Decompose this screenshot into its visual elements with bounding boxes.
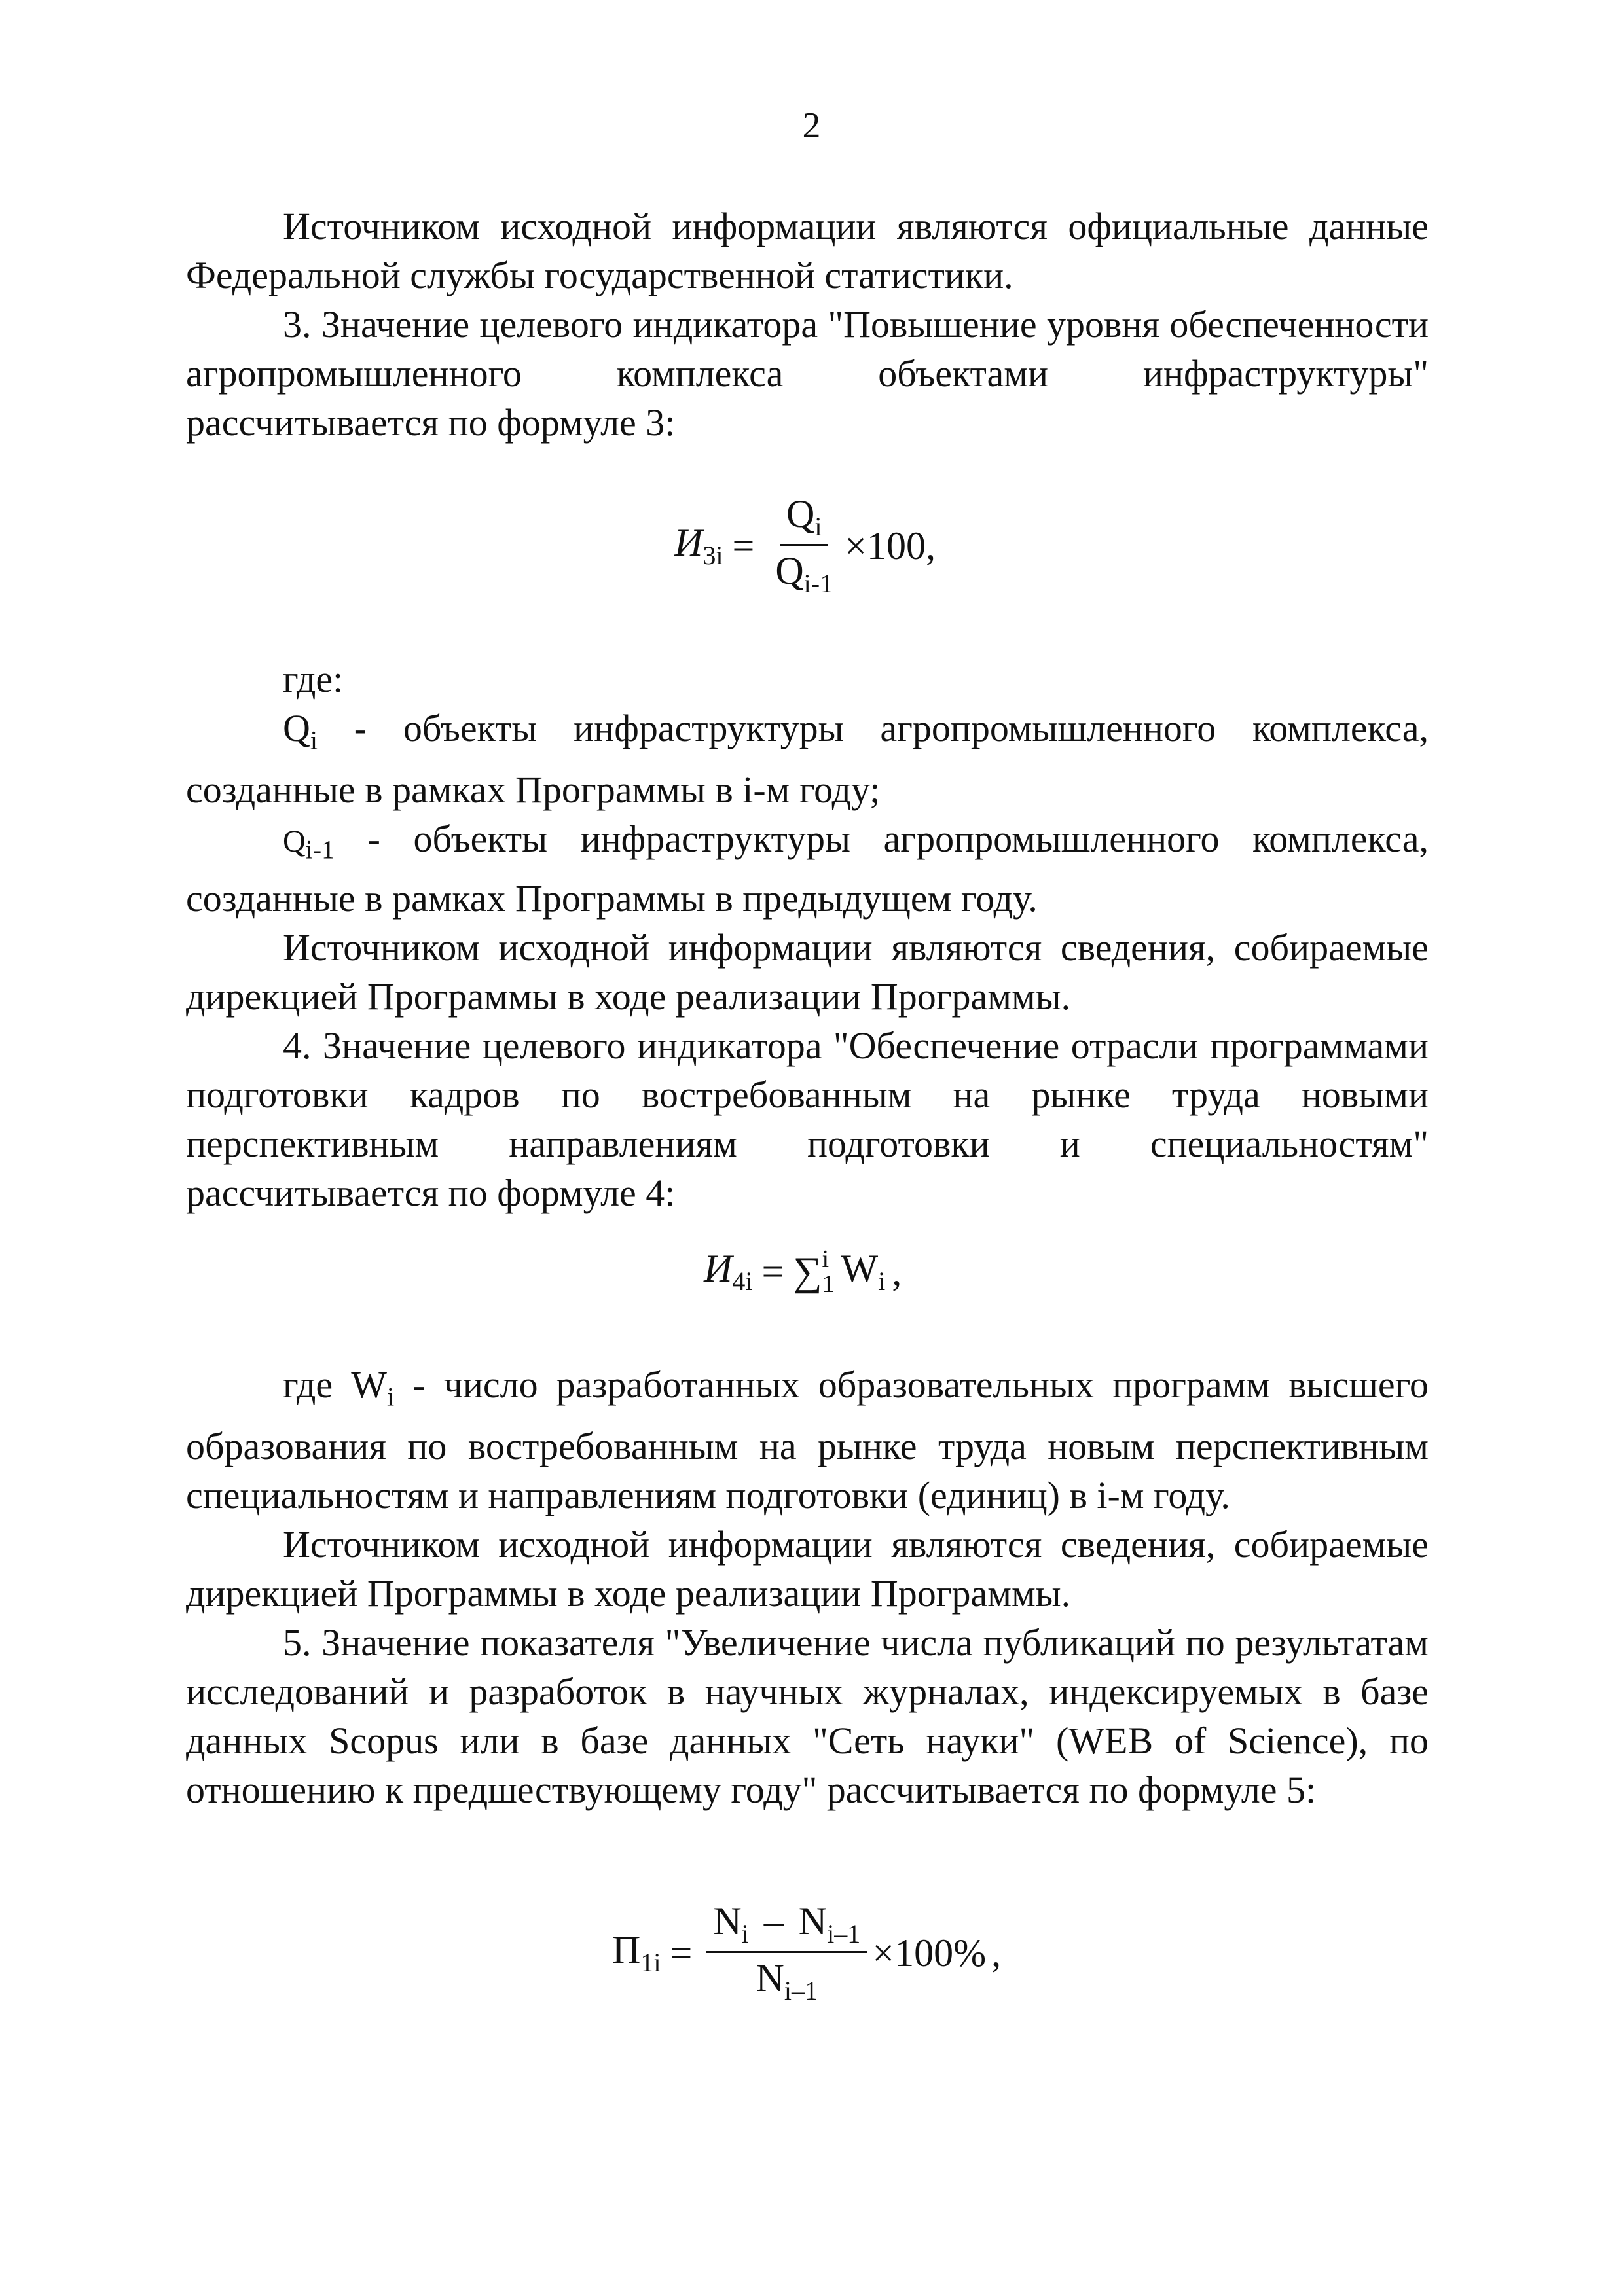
definition-q-prev-symbol: $Q_{i-1}$ bbox=[283, 823, 335, 865]
formula-3 bbox=[674, 494, 936, 597]
formula-3-times: × bbox=[845, 524, 867, 567]
formula-5-times: × bbox=[872, 1931, 895, 1975]
formula-5-equals: = bbox=[670, 1931, 693, 1975]
formula-3-comma: , bbox=[925, 524, 936, 567]
paragraph-indicator-4: 4. Значение целевого индикатора "Обеспечение отрасли программами подготовки кадров по востребованным на рынке труда новыми перспективным направлениям подготовки и специальностям" рассчитывается по формуле 4: bbox=[186, 1024, 1429, 1215]
page-number: 2 bbox=[802, 105, 821, 146]
paragraph-indicator-3: 3. Значение целевого индикатора "Повышение уровня обеспеченности агропромышленного комплекса объектами инфраструктуры" рассчитывается по формуле 3: bbox=[186, 303, 1429, 444]
formula-4-sum: ∑ bbox=[793, 1249, 822, 1294]
formula-5-fraction bbox=[706, 1901, 867, 2004]
formula-5-factor: 100% bbox=[894, 1931, 987, 1975]
formula-3-denominator: $Q_{i-1}$ bbox=[775, 549, 833, 598]
definition-q-i: $Q_i$ - объекты инфраструктуры агропромышленного комплекса, созданные в рамках Программы в i-м году; bbox=[186, 707, 1429, 811]
formula-5-comma: , bbox=[991, 1931, 1002, 1975]
formula-5-lhs: $П_{1i}$ bbox=[612, 1928, 661, 1977]
paragraph-indicator-5: 5. Значение показателя "Увеличение числа публикаций по результатам исследований и разработок в научных журналах, индексируемых в базе данных Scopus или в базе данных "Сеть науки" (WEB of Science), по отношению к предшествующему году" рассчитывается по формуле 5: bbox=[186, 1621, 1429, 1811]
formula-4-term: $W_i$ bbox=[841, 1247, 886, 1296]
formula-4-lhs: $И_{4i}$ bbox=[704, 1247, 753, 1296]
paragraph-source-rosstat: Источником исходной информации являются официальные данные Федеральной службы государственной статистики. bbox=[186, 205, 1429, 296]
paragraph-source-directorate-2: Источником исходной информации являются сведения, собираемые дирекцией Программы в ходе реализации Программы. bbox=[186, 1522, 1429, 1615]
formula-3-numerator: $Q_i$ bbox=[780, 494, 828, 546]
definition-q-prev: $Q_{i-1}$ - объекты инфраструктуры агропромышленного комплекса, созданные в рамках Программы в предыдущем году. bbox=[186, 817, 1429, 920]
formula-5 bbox=[612, 1901, 1001, 2004]
formula-3-equals: = bbox=[732, 524, 755, 567]
definition-q-i-symbol: $Q_i$ bbox=[283, 707, 318, 755]
text-block-formula-3-defs bbox=[186, 655, 1429, 1217]
formula-5-numerator: $N_i - N_{i-1}$ bbox=[706, 1901, 867, 1953]
text-block-formula-4-defs bbox=[186, 1360, 1429, 1814]
paragraph-source-directorate: Источником исходной информации являются сведения, собираемые дирекцией Программы в ходе реализации Программы. bbox=[186, 926, 1429, 1018]
formula-4-sum-limits: i 1 bbox=[822, 1246, 835, 1298]
definition-w-i: где $W_i$ - число разработанных образовательных программ высшего образования по востребованным на рынке труда новым перспективным специальностям и направлениям подготовки (единиц) в i-м году. bbox=[186, 1363, 1429, 1516]
formula-3-fraction bbox=[769, 494, 839, 597]
formula-4-comma: , bbox=[892, 1250, 902, 1293]
definition-w-i-symbol: $W_i$ bbox=[351, 1363, 395, 1412]
text-block-intro bbox=[186, 202, 1429, 447]
formula-3-factor: 100 bbox=[866, 524, 926, 567]
formula-4 bbox=[704, 1247, 902, 1297]
where-label: где: bbox=[283, 658, 344, 700]
formula-3-lhs: $И_{3i}$ bbox=[674, 520, 723, 570]
formula-5-denominator: $N_{i-1}$ bbox=[756, 1956, 818, 2005]
formula-4-equals: = bbox=[761, 1250, 784, 1293]
